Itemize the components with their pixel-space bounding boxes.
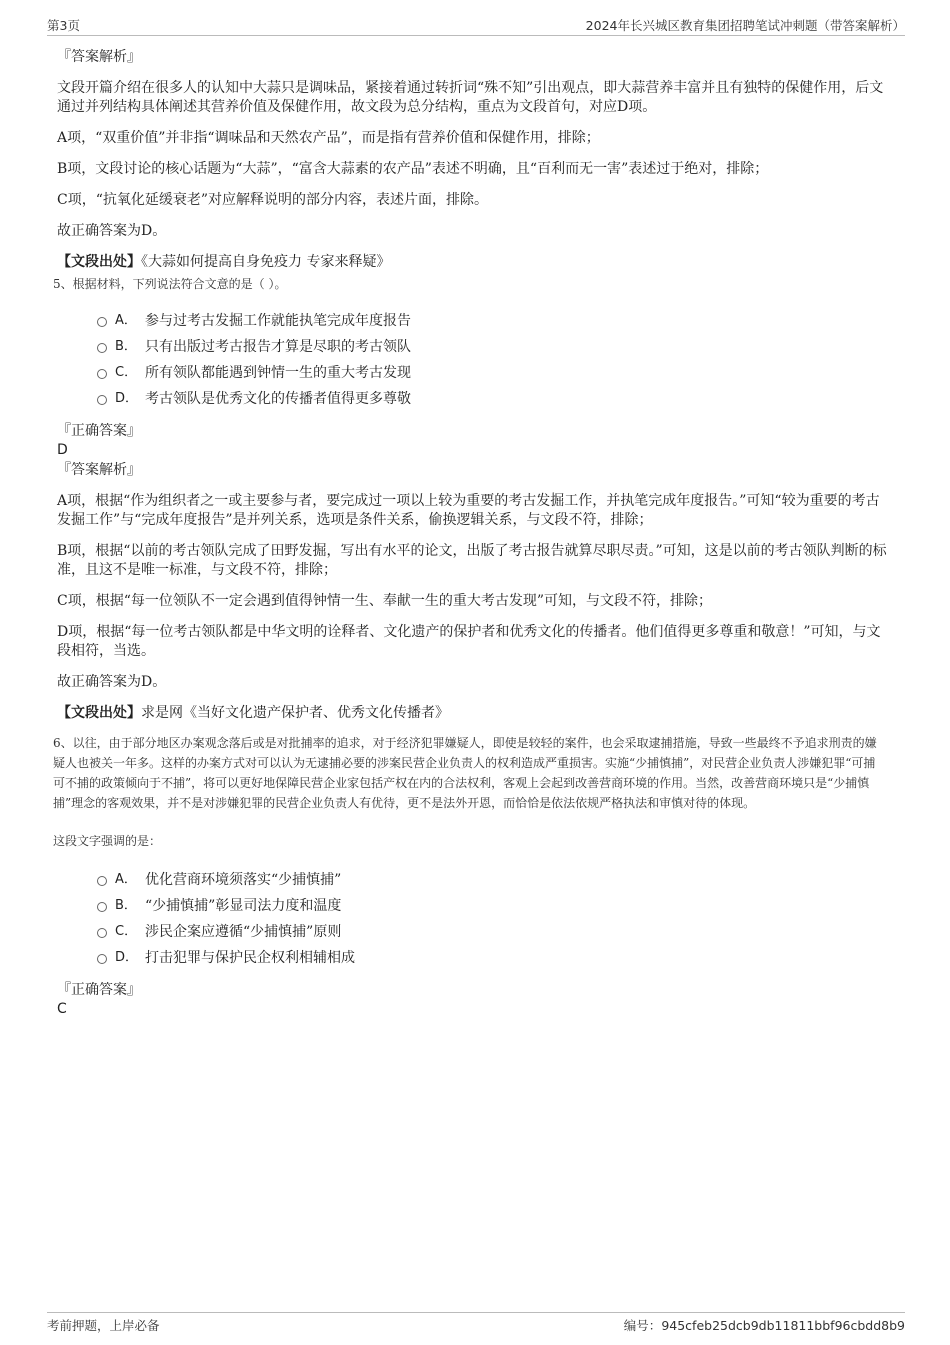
correct-answer: D xyxy=(57,442,68,458)
option-b[interactable]: B． “少捕慎捕”彰显司法力度和温度 xyxy=(57,893,887,919)
option-a[interactable]: A． 优化营商环境须落实“少捕慎捕” xyxy=(57,867,887,893)
page-number: 第3页 xyxy=(47,18,80,33)
option-c[interactable]: C． 涉民企案应遵循“少捕慎捕”原则 xyxy=(57,919,887,945)
radio-icon[interactable] xyxy=(97,369,107,379)
source-text: 《大蒜如何提高自身免疫力 专家来释疑》 xyxy=(141,254,391,270)
document-title: 2024年长兴城区教育集团招聘笔试冲刺题（带答案解析） xyxy=(585,18,905,33)
option-a[interactable]: A． 参与过考古发掘工作就能执笔完成年度报告 xyxy=(57,308,887,334)
option-d[interactable]: D． 打击犯罪与保护民企权利相辅相成 xyxy=(57,945,887,971)
option-b[interactable]: B． 只有出版过考古报告才算是尽职的考古领队 xyxy=(57,334,887,360)
serial-number: 编号：945cfeb25dcb9db11811bbf96cbdd8b9 xyxy=(623,1318,905,1333)
correct-answer-title: 『正确答案』 xyxy=(57,423,141,439)
analysis-option-c: C项，根据“每一位领队不一定会遇到值得钟情一生、奉献一生的重大考古发现”可知，与文段不符，排除； xyxy=(57,593,713,609)
source-line xyxy=(57,253,887,272)
radio-icon[interactable] xyxy=(97,902,107,912)
question-5-stem: 5、根据材料，下列说法符合文意的是（ ）。 xyxy=(53,277,287,291)
source-text: 求是网《当好文化遗产保护者、优秀文化传播者》 xyxy=(141,705,449,721)
question-6-passage: 6、以往，由于部分地区办案观念落后或是对批捕率的追求，对于经济犯罪嫌疑人，即使是较轻的案件，也会采取逮捕措施，导致一些最终不予追求刑责的嫌疑人也被关一年多。这样的办案方式对可以认为无逮捕必要的涉案民营企业负责人的权利造成严重损害。实施“少捕慎捕”，对民营企业负责人涉嫌犯罪“可捕可不捕的政策倾向于不捕”，将可以更好地保障民营企业家包括产权在内的合法权利，客观上会起到改善营商环境的作用。当然，改善营商环境只是“少捕慎捕”理念的客观效果，并不是对涉嫌犯罪的民营企业负责人有优待，更不是法外开恩，而恰恰是依法依规严格执法和审慎对待的体现。 xyxy=(53,736,877,810)
footer-slogan: 考前押题，上岸必备 xyxy=(47,1318,160,1333)
radio-icon[interactable] xyxy=(97,317,107,327)
radio-icon[interactable] xyxy=(97,928,107,938)
analysis-conclusion: 故正确答案为D。 xyxy=(57,674,167,690)
analysis-option-b: B项，根据“以前的考古领队完成了田野发掘，写出有水平的论文，出版了考古报告就算尽职尽责。”可知，这是以前的考古领队判断的标准，且这不是唯一标准，与文段不符，排除； xyxy=(57,543,887,578)
correct-answer-title: 『正确答案』 xyxy=(57,982,141,998)
question-6-options xyxy=(57,867,887,971)
correct-answer: C xyxy=(57,1001,67,1017)
analysis-paragraph: 文段开篇介绍在很多人的认知中大蒜只是调味品，紧接着通过转折词“殊不知”引出观点，即大蒜营养丰富并且有独特的保健作用，后文通过并列结构具体阐述其营养价值及保健作用，故文段为总分结构，重点为文段首句，对应D项。 xyxy=(57,80,884,115)
page-content xyxy=(53,48,887,1018)
source-label: 【文段出处】 xyxy=(57,705,141,721)
analysis-title: 『答案解析』 xyxy=(57,462,141,478)
radio-icon[interactable] xyxy=(97,954,107,964)
question-6-stem: 这段文字强调的是： xyxy=(53,834,162,848)
analysis-option-c: C项，“抗氧化延缓衰老”对应解释说明的部分内容，表述片面，排除。 xyxy=(57,192,489,208)
radio-icon[interactable] xyxy=(97,876,107,886)
analysis-title: 『答案解析』 xyxy=(57,49,141,65)
analysis-option-a: A项，“双重价值”并非指“调味品和天然农产品”，而是指有营养价值和保健作用，排除； xyxy=(57,130,600,146)
option-d[interactable]: D． 考古领队是优秀文化的传播者值得更多尊敬 xyxy=(57,386,887,412)
analysis-conclusion: 故正确答案为D。 xyxy=(57,223,167,239)
option-c[interactable]: C． 所有领队都能遇到钟情一生的重大考古发现 xyxy=(57,360,887,386)
source-line xyxy=(57,704,887,723)
source-label: 【文段出处】 xyxy=(57,254,141,270)
question-5-options xyxy=(57,308,887,412)
analysis-option-a: A项，根据“作为组织者之一或主要参与者，要完成过一项以上较为重要的考古发掘工作，并执笔完成年度报告。”可知“较为重要的考古发掘工作”与“完成年度报告”是并列关系，选项是条件关系，偷换逻辑关系，与文段不符，排除； xyxy=(57,493,880,528)
radio-icon[interactable] xyxy=(97,395,107,405)
analysis-option-b: B项，文段讨论的核心话题为“大蒜”，“富含大蒜素的农产品”表述不明确，且“百利而无一害”表述过于绝对，排除； xyxy=(57,161,769,177)
page-header xyxy=(47,16,905,36)
analysis-option-d: D项，根据“每一位考古领队都是中华文明的诠释者、文化遗产的保护者和优秀文化的传播者。他们值得更多尊重和敬意！”可知，与文段相符，当选。 xyxy=(57,624,881,659)
radio-icon[interactable] xyxy=(97,343,107,353)
page-footer xyxy=(47,1312,905,1332)
